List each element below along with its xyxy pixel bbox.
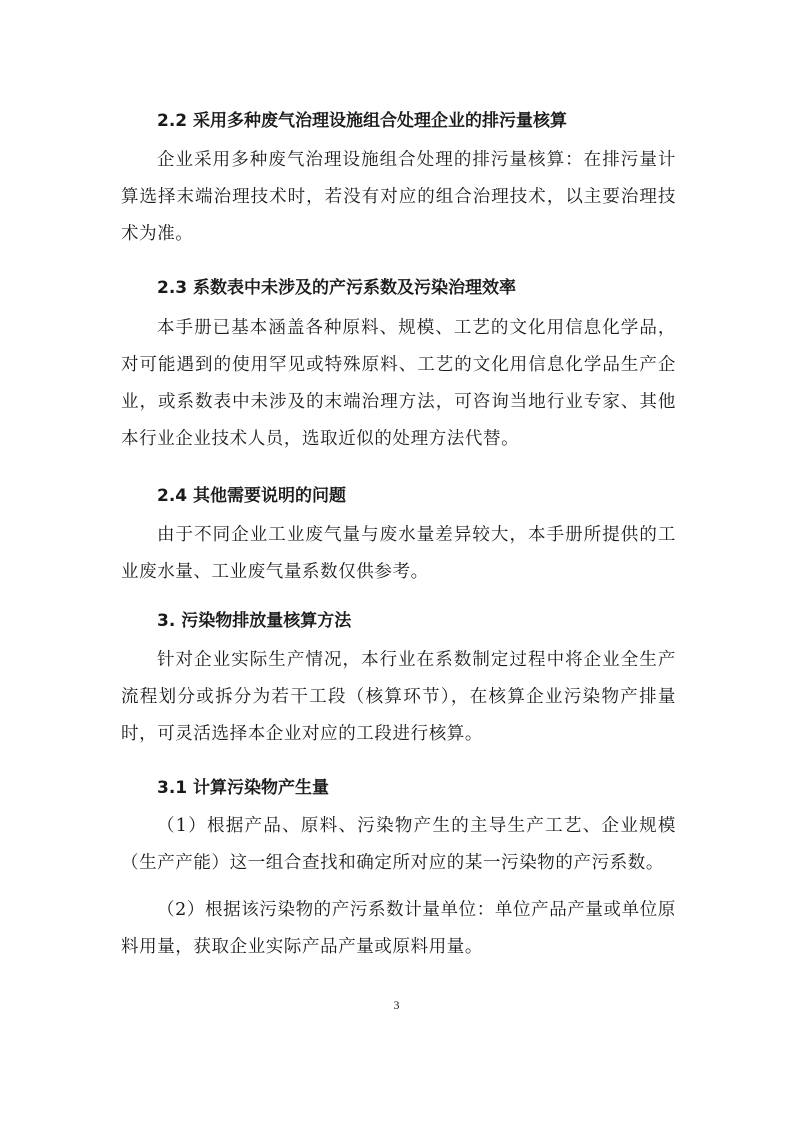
- section-heading-2-3: 2.3 系数表中未涉及的产污系数及污染治理效率: [157, 278, 517, 298]
- page-number: 3: [393, 998, 400, 1012]
- section-heading-2-4: 2.4 其他需要说明的问题: [157, 486, 347, 506]
- paragraph-3: 针对企业实际生产情况，本行业在系数制定过程中将企业全生产流程划分或拆分为若干工段（核算环节），在核算企业污染物产排量时，可灵活选择本企业对应的工段进行核算。: [121, 650, 676, 744]
- paragraph-2-2: 企业采用多种废气治理设施组合处理的排污量核算：在排污量计算选择末端治理技术时，若没有对应的组合治理技术，以主要治理技术为准。: [121, 150, 676, 244]
- section-heading-3-1: 3.1 计算污染物产生量: [157, 778, 330, 798]
- paragraph-3-1-a: （1）根据产品、原料、污染物产生的主导生产工艺、企业规模（生产产能）这一组合查找和确定所对应的某一污染物的产污系数。: [121, 816, 676, 873]
- paragraph-3-1-b: （2）根据该污染物的产污系数计量单位：单位产品产量或单位原料用量，获取企业实际产品产量或原料用量。: [121, 900, 676, 957]
- section-heading-2-2: 2.2 采用多种废气治理设施组合处理企业的排污量核算: [157, 111, 568, 131]
- section-heading-3: 3. 污染物排放量核算方法: [157, 611, 352, 631]
- paragraph-2-3: 本手册已基本涵盖各种原料、规模、工艺的文化用信息化学品，对可能遇到的使用罕见或特殊原料、工艺的文化用信息化学品生产企业，或系数表中未涉及的末端治理方法，可咨询当地行业专家、其他本行业企业技术人员，选取近似的处理方法代替。: [121, 318, 676, 449]
- paragraph-2-4: 由于不同企业工业废气量与废水量差异较大，本手册所提供的工业废水量、工业废气量系数仅供参考。: [121, 525, 676, 582]
